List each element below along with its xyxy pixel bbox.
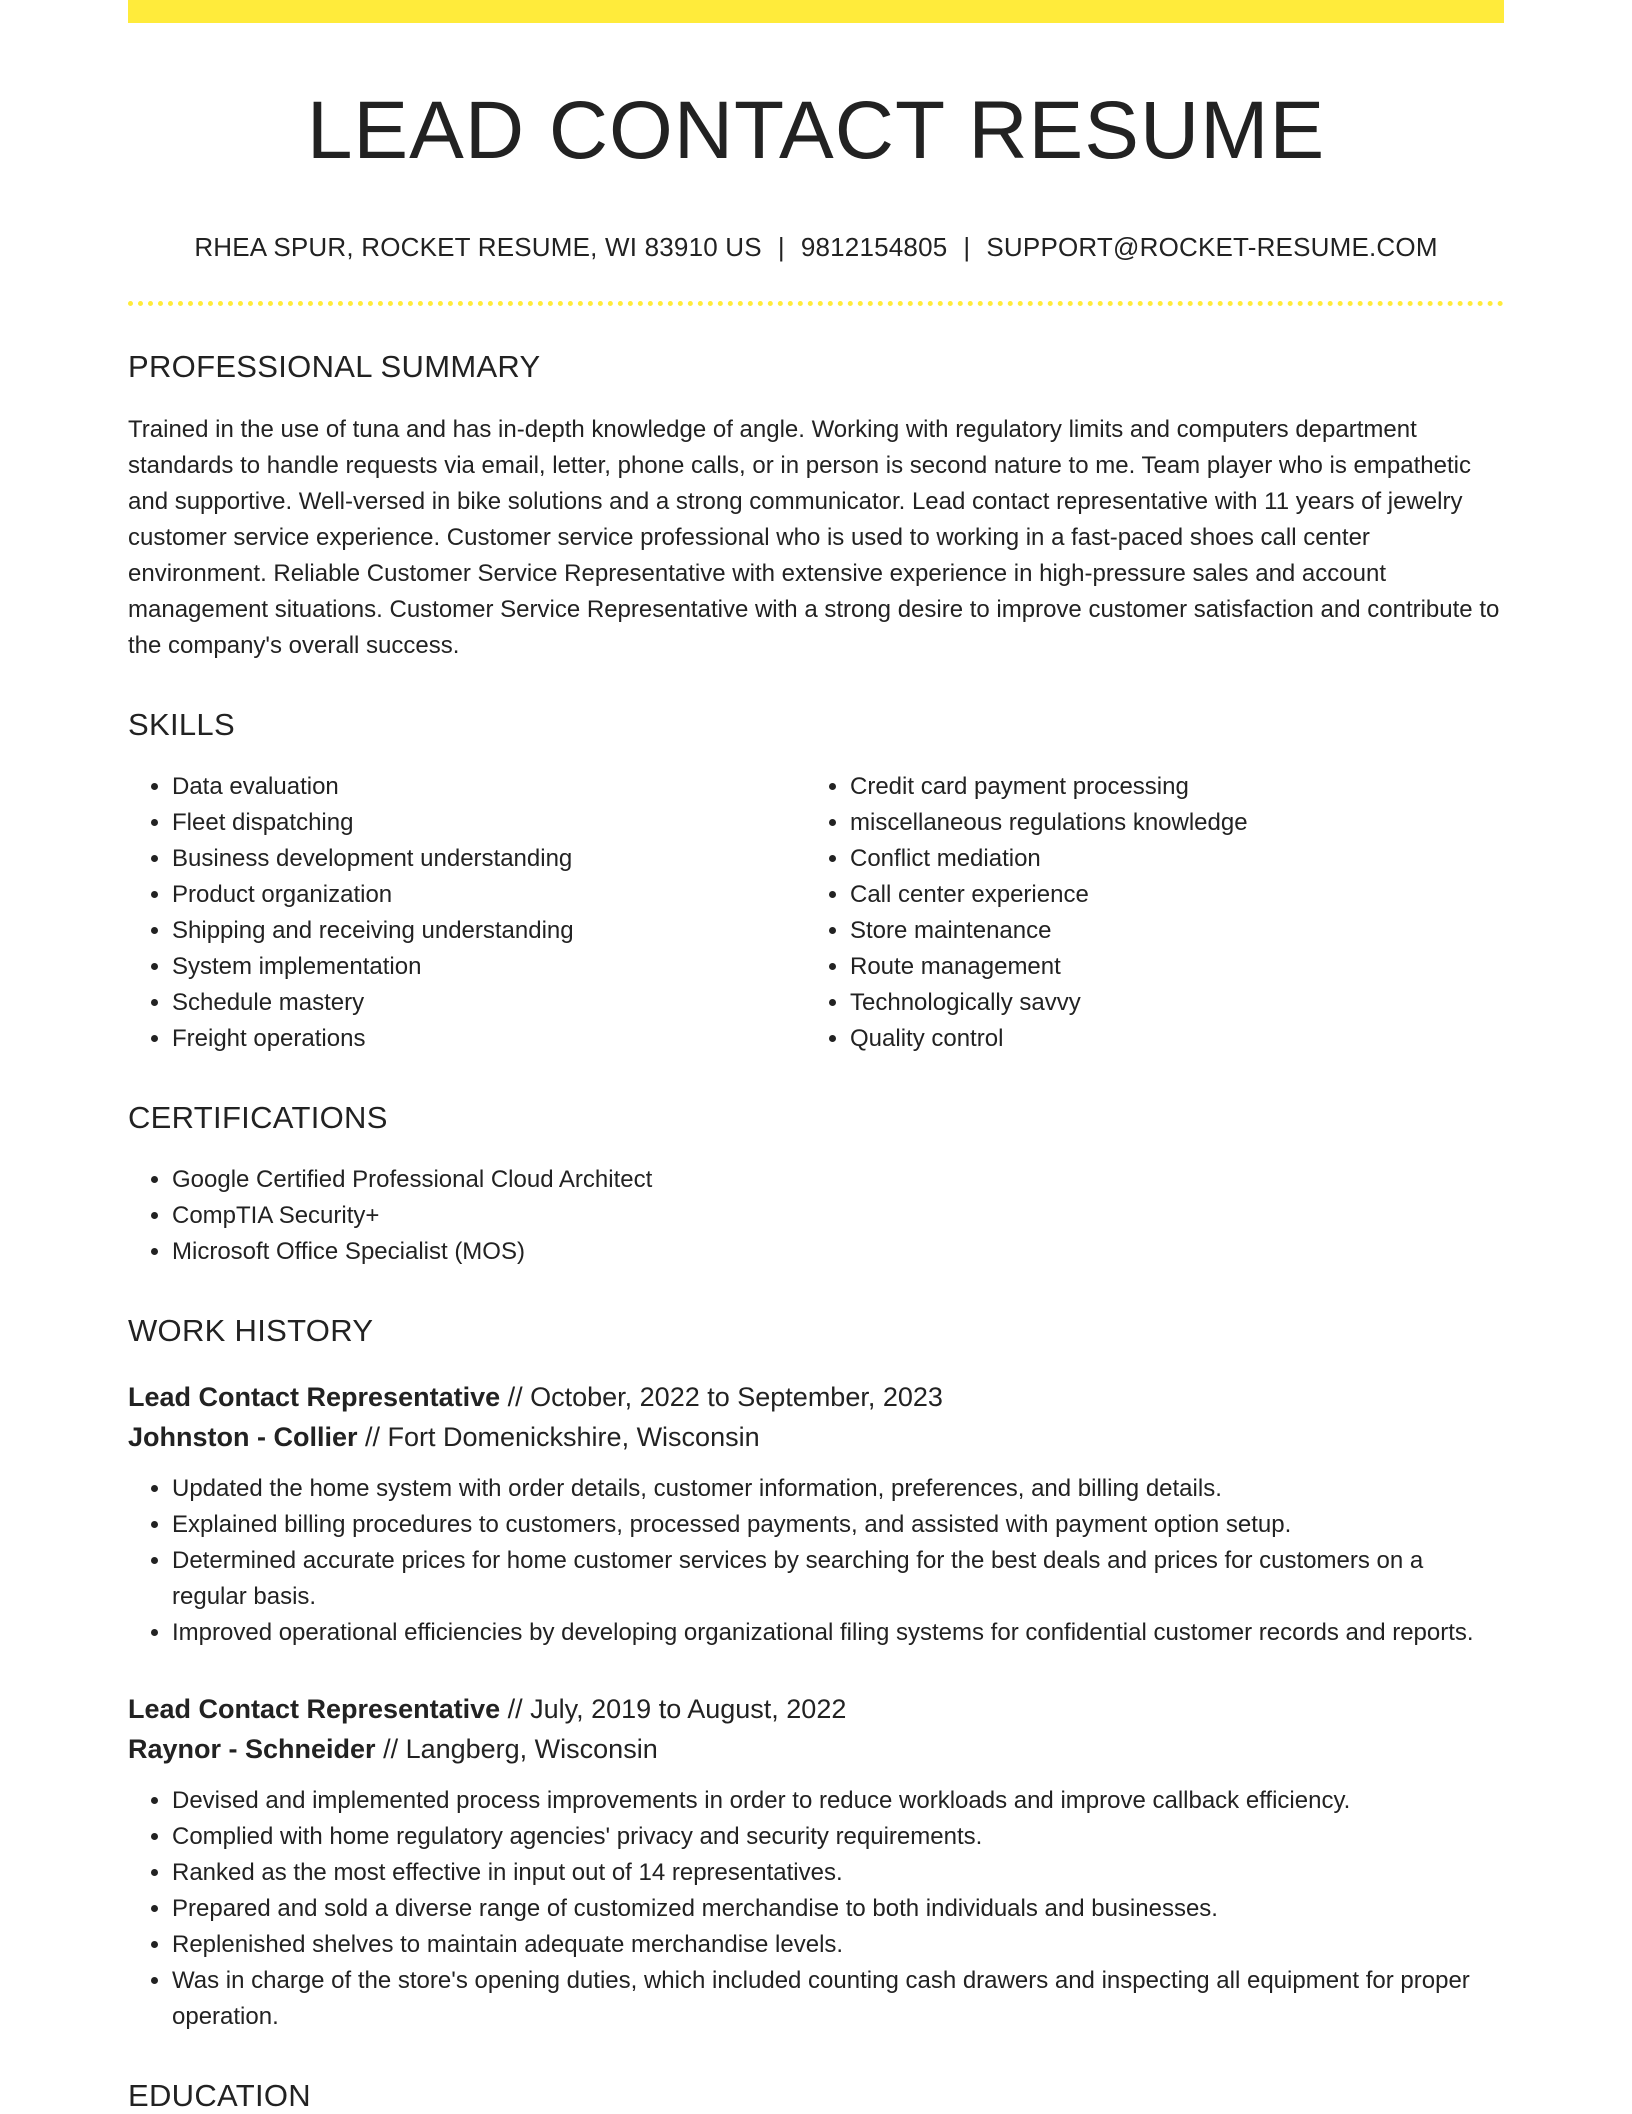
accent-top-bar — [128, 0, 1504, 23]
skill-item: • Store maintenance — [850, 913, 1504, 949]
job-dates: // July, 2019 to August, 2022 — [500, 1694, 847, 1725]
job-location: // Fort Domenickshire, Wisconsin — [357, 1422, 760, 1453]
skill-item: • Route management — [850, 949, 1504, 985]
job-entry — [128, 1689, 1504, 2035]
skill-item: • Quality control — [850, 1021, 1504, 1057]
job-bullet: • Replenished shelves to maintain adequate merchandise levels. — [172, 1927, 1504, 1963]
job-title-line — [128, 1689, 1504, 1729]
job-bullet: • Devised and implemented process improvements in order to reduce workloads and improve callback efficiency. — [172, 1783, 1504, 1819]
section-heading-skills: SKILLS — [128, 706, 235, 742]
job-bullets — [128, 1783, 1504, 2035]
skills-list-right — [806, 769, 1504, 1057]
contact-email: SUPPORT@ROCKET-RESUME.COM — [986, 232, 1438, 263]
certification-item: • CompTIA Security+ — [172, 1198, 1504, 1234]
job-bullet: • Explained billing procedures to customers, processed payments, and assisted with payment option setup. — [172, 1507, 1504, 1543]
skill-item: • Technologically savvy — [850, 985, 1504, 1021]
skill-item: • Credit card payment processing — [850, 769, 1504, 805]
contact-line — [128, 232, 1504, 263]
certifications-list — [128, 1162, 1504, 1270]
section-heading-work-history: WORK HISTORY — [128, 1312, 374, 1348]
job-company-line — [128, 1417, 1504, 1457]
skill-item: • Call center experience — [850, 877, 1504, 913]
skill-item: • Conflict mediation — [850, 841, 1504, 877]
job-company-line — [128, 1729, 1504, 1769]
skill-item: • Shipping and receiving understanding — [172, 913, 806, 949]
job-dates: // October, 2022 to September, 2023 — [500, 1382, 943, 1413]
certification-item: • Microsoft Office Specialist (MOS) — [172, 1234, 1504, 1270]
job-company: Raynor - Schneider — [128, 1734, 376, 1765]
job-title: Lead Contact Representative — [128, 1694, 501, 1725]
section-heading-certifications: CERTIFICATIONS — [128, 1099, 388, 1135]
contact-separator: | — [777, 232, 785, 263]
resume-content — [128, 0, 1504, 2114]
skill-item: • System implementation — [172, 949, 806, 985]
job-bullet: • Ranked as the most effective in input out of 14 representatives. — [172, 1855, 1504, 1891]
job-title: Lead Contact Representative — [128, 1382, 501, 1413]
skill-item: • Product organization — [172, 877, 806, 913]
skill-item: • Fleet dispatching — [172, 805, 806, 841]
job-bullet: • Improved operational efficiencies by developing organizational filing systems for confidential customer records and reports. — [172, 1615, 1504, 1651]
contact-separator: | — [963, 232, 971, 263]
contact-phone: 9812154805 — [800, 232, 948, 263]
skill-item: • Data evaluation — [172, 769, 806, 805]
certification-item: • Google Certified Professional Cloud Architect — [172, 1162, 1504, 1198]
section-heading-education: EDUCATION — [128, 2078, 311, 2114]
job-bullet: • Prepared and sold a diverse range of customized merchandise to both individuals and businesses. — [172, 1891, 1504, 1927]
skill-item: • miscellaneous regulations knowledge — [850, 805, 1504, 841]
section-heading-summary: PROFESSIONAL SUMMARY — [128, 349, 541, 385]
job-title-line — [128, 1377, 1504, 1417]
page-title: LEAD CONTACT RESUME — [306, 85, 1326, 176]
job-bullets — [128, 1471, 1504, 1651]
job-company: Johnston - Collier — [128, 1422, 358, 1453]
job-bullet: • Determined accurate prices for home customer services by searching for the best deals and prices for customers on a regular basis. — [172, 1543, 1504, 1615]
skills-list-left — [128, 769, 806, 1057]
job-bullet: • Was in charge of the store's opening duties, which included counting cash drawers and inspecting all equipment for proper operation. — [172, 1963, 1504, 2035]
skill-item: • Business development understanding — [172, 841, 806, 877]
skill-item: • Freight operations — [172, 1021, 806, 1057]
contact-address: RHEA SPUR, ROCKET RESUME, WI 83910 US — [194, 232, 762, 263]
skills-grid — [128, 769, 1504, 1057]
job-location: // Langberg, Wisconsin — [375, 1734, 658, 1765]
summary-text: Trained in the use of tuna and has in-depth knowledge of angle. Working with regulatory limits and computers department standards to handle requests via email, letter, phone calls, or in person is second nature to me. Team player who is empathetic and supportive. Well-versed in bike solutions and a strong communicator. Lead contact representative with 11 years of jewelry customer service experience. Customer service professional who is used to working in a fast-paced shoes call center environment. Reliable Customer Service Representative with extensive experience in high-pressure sales and account management situations. Customer Service Representative with a strong desire to improve customer satisfaction and contribute to the company's overall success. — [128, 415, 1500, 659]
job-entry — [128, 1377, 1504, 1651]
skill-item: • Schedule mastery — [172, 985, 806, 1021]
dotted-divider — [128, 301, 1504, 306]
job-bullet: • Complied with home regulatory agencies' privacy and security requirements. — [172, 1819, 1504, 1855]
job-bullet: • Updated the home system with order details, customer information, preferences, and billing details. — [172, 1471, 1504, 1507]
